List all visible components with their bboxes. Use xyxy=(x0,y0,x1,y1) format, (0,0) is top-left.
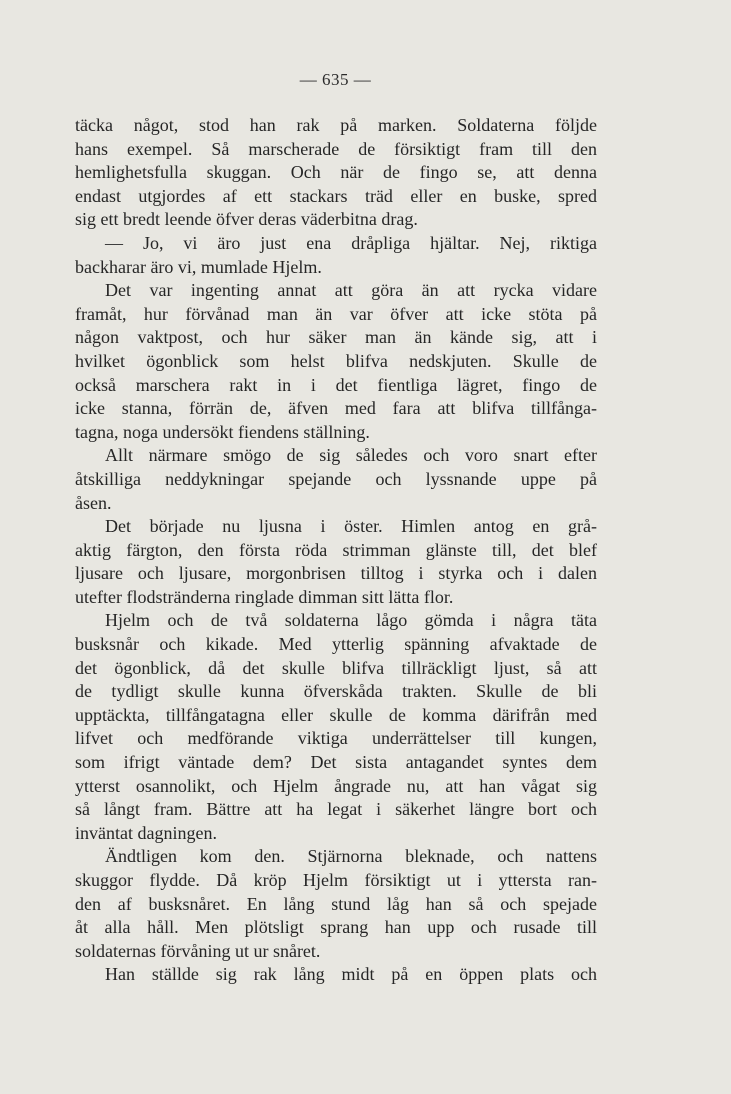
text-line: lifvet och medförande viktiga underrättelser till kungen, xyxy=(75,728,597,749)
text-line: hvilket ögonblick som helst blifva nedskjuten. Skulle de xyxy=(75,350,597,371)
text-line: upptäckta, tillfångatagna eller skulle de komma därifrån med xyxy=(75,704,597,725)
text-line: så långt fram. Bättre att ha legat i säkerhet längre bort och xyxy=(75,799,597,820)
text-line: Han ställde sig rak lång midt på en öppen plats och xyxy=(105,964,597,985)
text-line: Allt närmare smögo de sig således och voro snart efter xyxy=(105,445,597,466)
text-line: framåt, hur förvånad man än var öfver att icke stöta på xyxy=(75,303,597,324)
text-line: Det började nu ljusna i öster. Himlen antog en grå- xyxy=(105,516,597,537)
text-line: utefter flodstränderna ringlade dimman sitt lätta flor. xyxy=(75,586,454,607)
text-line: som ifrigt väntade dem? Det sista antagandet syntes dem xyxy=(75,752,597,773)
page-number: — 635 — xyxy=(299,70,372,89)
text-line: skuggor flydde. Då kröp Hjelm försiktigt ut i yttersta ran- xyxy=(75,870,597,890)
text-line: Hjelm och de två soldaterna lågo gömda i några täta xyxy=(105,610,597,631)
text-line: den af busksnåret. En lång stund låg han så och spejade xyxy=(75,893,597,914)
text-line: hans exempel. Så marscherade de försiktigt fram till den xyxy=(75,138,597,159)
text-line: backharar äro vi, mumlade Hjelm. xyxy=(75,256,322,277)
text-line: det ögonblick, då det skulle blifva tillräckligt ljust, så att xyxy=(75,657,597,678)
text-line: soldaternas förvåning ut ur snåret. xyxy=(75,940,321,961)
body-text xyxy=(75,114,597,987)
text-line: åsen. xyxy=(75,492,112,513)
text-line: Ändtligen kom den. Stjärnorna bleknade, och nattens xyxy=(105,846,597,867)
text-line: också marschera rakt in i det fientliga lägret, fingo de xyxy=(75,374,597,395)
text-line: inväntat dagningen. xyxy=(75,822,217,843)
text-line: täcka något, stod han rak på marken. Soldaterna följde xyxy=(75,115,597,135)
text-line: någon vaktpost, och hur säker man än kände sig, att i xyxy=(75,327,597,348)
text-line: endast utgjordes af ett stackars träd eller en buske, spred xyxy=(75,185,597,206)
text-line: hemlighetsfulla skuggan. Och när de fingo se, att denna xyxy=(75,162,597,183)
text-line: åtskilliga neddykningar spejande och lyssnande uppe på xyxy=(75,468,597,489)
text-line: ljusare och ljusare, morgonbrisen tilltog i styrka och i dalen xyxy=(75,563,597,584)
text-line: — Jo, vi äro just ena dråpliga hjältar. Nej, riktiga xyxy=(105,232,597,253)
text-line: tagna, noga undersökt fiendens ställning. xyxy=(75,421,370,442)
text-line: ytterst osannolikt, och Hjelm ångrade nu, att han vågat sig xyxy=(75,775,597,796)
text-line: Det var ingenting annat att göra än att rycka vidare xyxy=(105,280,597,301)
text-line: sig ett bredt leende öfver deras väderbitna drag. xyxy=(75,209,418,230)
text-line: åt alla håll. Men plötsligt sprang han upp och rusade till xyxy=(75,917,597,938)
text-line: busksnår och kikade. Med ytterlig spänning afvaktade de xyxy=(75,634,597,655)
text-line: de tydligt skulle kunna öfverskåda trakten. Skulle de bli xyxy=(75,681,597,702)
text-line: icke stanna, förrän de, äfven med fara att blifva tillfånga- xyxy=(75,398,597,419)
text-line: aktig färgton, den första röda strimman glänste till, det blef xyxy=(75,539,597,560)
